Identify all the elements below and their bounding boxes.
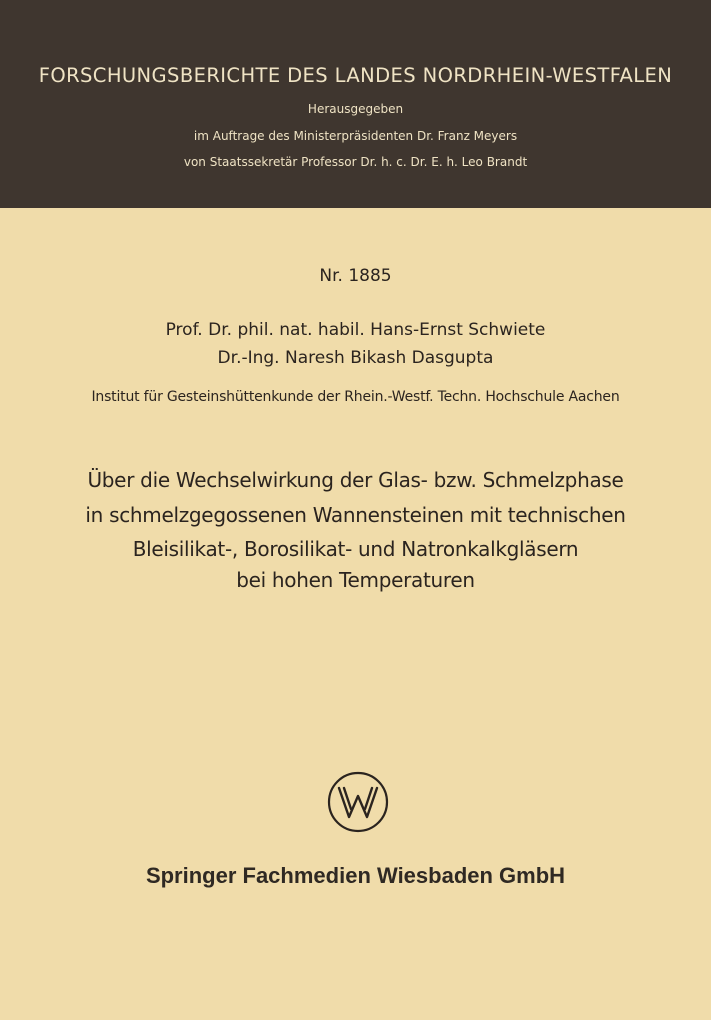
editor-line-1: Herausgegeben bbox=[307, 102, 404, 116]
series-header-band bbox=[0, 0, 711, 208]
title-line-1: Über die Wechselwirkung der Glas- bzw. Schmelzphase bbox=[87, 468, 624, 492]
author-1: Prof. Dr. phil. nat. habil. Hans-Ernst Schwiete bbox=[165, 320, 546, 340]
title-line-2: in schmelzgegossenen Wannensteinen mit technischen bbox=[85, 503, 626, 527]
title-line-3: Bleisilikat-, Borosilikat- und Natronkalkgläsern bbox=[132, 537, 579, 561]
institute: Institut für Gesteinshüttenkunde der Rhein.-Westf. Techn. Hochschule Aachen bbox=[91, 389, 620, 405]
springer-vs-logo-icon bbox=[327, 771, 389, 833]
series-title: FORSCHUNGSBERICHTE DES LANDES NORDRHEIN-WESTFALEN bbox=[38, 64, 673, 87]
title-line-4: bei hohen Temperaturen bbox=[236, 568, 475, 592]
report-number: Nr. 1885 bbox=[319, 266, 392, 286]
editor-line-2: im Auftrage des Ministerpräsidenten Dr. Franz Meyers bbox=[193, 129, 518, 143]
author-2: Dr.-Ing. Naresh Bikash Dasgupta bbox=[217, 348, 494, 368]
publisher: Springer Fachmedien Wiesbaden GmbH bbox=[145, 863, 566, 888]
editor-line-3: von Staatssekretär Professor Dr. h. c. Dr. E. h. Leo Brandt bbox=[183, 155, 528, 169]
